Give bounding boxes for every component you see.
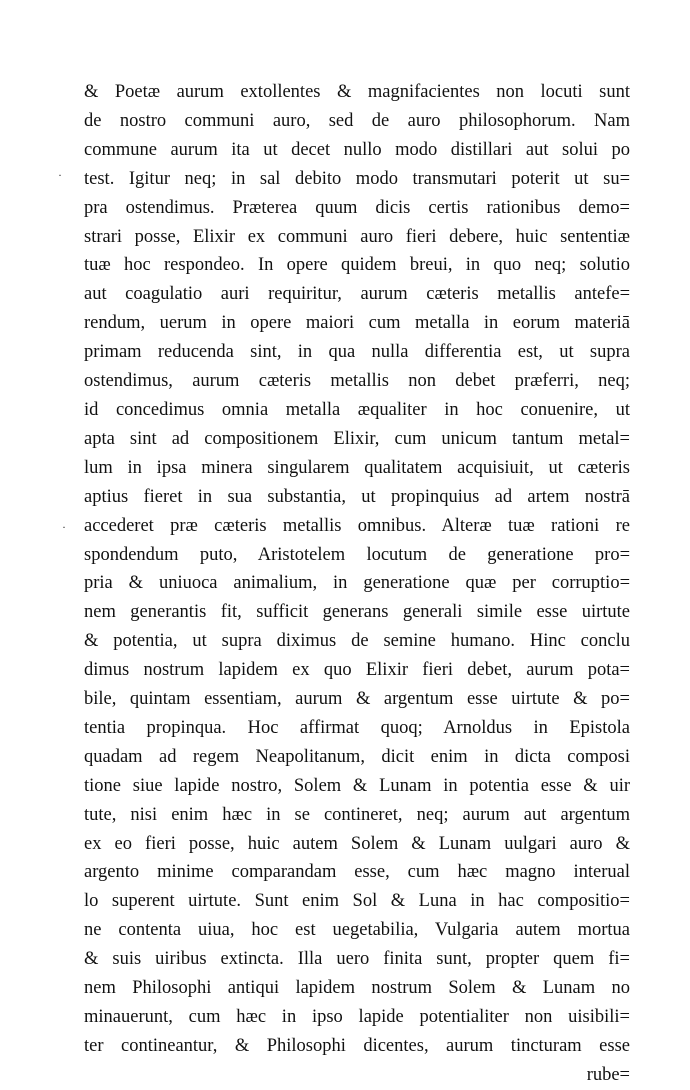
text-line: ex eo fieri posse, huic autem Solem & Lunam uulgari auro & <box>84 833 630 854</box>
text-line: argento minime comparandam esse, cum hæc magno interual <box>84 862 630 883</box>
text-line: de nostro communi auro, sed de auro philosophorum. Nam <box>84 110 630 131</box>
margin-speck: · <box>58 168 62 182</box>
text-line: rendum, uerum in opere maiori cum metalla in eorum materiā <box>84 313 630 334</box>
text-line: tute, nisi enim hæc in se contineret, neq; aurum aut argentum <box>84 804 630 825</box>
text-line: bile, quintam essentiam, aurum & argentum esse uirtute & po= <box>84 689 630 710</box>
text-line: strari posse, Elixir ex communi auro fieri debere, huic sententiæ <box>84 226 630 247</box>
text-line: & potentia, ut supra diximus de semine humano. Hinc conclu <box>84 631 630 652</box>
text-line: ter contineantur, & Philosophi dicentes, aurum tincturam esse <box>84 1035 630 1056</box>
text-line: aut coagulatio auri requiritur, aurum cæteris metallis antefe= <box>84 284 630 305</box>
text-line: aptius fieret in sua substantia, ut propinquius ad artem nostrā <box>84 486 630 507</box>
text-line: pria & uniuoca animalium, in generatione quæ per corruptio= <box>84 573 630 594</box>
text-line: apta sint ad compositionem Elixir, cum unicum tantum metal= <box>84 428 630 449</box>
text-line: & Poetæ aurum extollentes & magnifacientes non locuti sunt <box>84 82 630 102</box>
text-line: tione siue lapide nostro, Solem & Lunam in potentia esse & uir <box>84 775 630 796</box>
text-line: ostendimus, aurum cæteris metallis non debet præferri, neq; <box>84 371 630 392</box>
text-line: ne contenta uiua, hoc est uegetabilia, Vulgaria autem mortua <box>84 920 630 941</box>
text-line: quadam ad regem Neapolitanum, dicit enim in dicta composi <box>84 746 630 767</box>
catchword: rube= <box>586 1064 630 1085</box>
text-line: spondendum puto, Aristotelem locutum de generatione pro= <box>84 544 630 565</box>
text-line: test. Igitur neq; in sal debito modo transmutari poterit ut su= <box>84 168 630 189</box>
text-line: id concedimus omnia metalla æqualiter in hoc conuenire, ut <box>84 399 630 420</box>
text-line: nem Philosophi antiqui lapidem nostrum Solem & Lunam no <box>84 978 630 999</box>
text-line: & suis uiribus extincta. Illa uero finita sunt, propter quem fi= <box>84 949 630 970</box>
text-line: minauerunt, cum hæc in ipso lapide potentialiter non uisibili= <box>84 1007 630 1027</box>
text-line: accederet præ cæteris metallis omnibus. Alteræ tuæ rationi re <box>84 515 630 536</box>
text-line: nem generantis fit, sufficit generans generali simile esse uirtute <box>84 602 630 623</box>
text-line: lum in ipsa minera singularem qualitatem acquisiuit, ut cæteris <box>84 457 630 478</box>
text-line: primam reducenda sint, in qua nulla differentia est, ut supra <box>84 342 630 363</box>
text-line: dimus nostrum lapidem ex quo Elixir fieri debet, aurum pota= <box>84 660 630 681</box>
text-line: pra ostendimus. Præterea quum dicis certis rationibus demo= <box>84 197 630 218</box>
text-line: tentia propinqua. Hoc affirmat quoq; Arnoldus in Epistola <box>84 717 630 738</box>
text-line: commune aurum ita ut decet nullo modo distillari aut solui po <box>84 139 630 160</box>
body-text <box>84 78 630 1090</box>
text-line: lo superent uirtute. Sunt enim Sol & Luna in hac compositio= <box>84 891 630 912</box>
margin-speck: · <box>62 520 66 534</box>
text-line: tuæ hoc respondeo. In opere quidem breui, in quo neq; solutio <box>84 255 630 276</box>
